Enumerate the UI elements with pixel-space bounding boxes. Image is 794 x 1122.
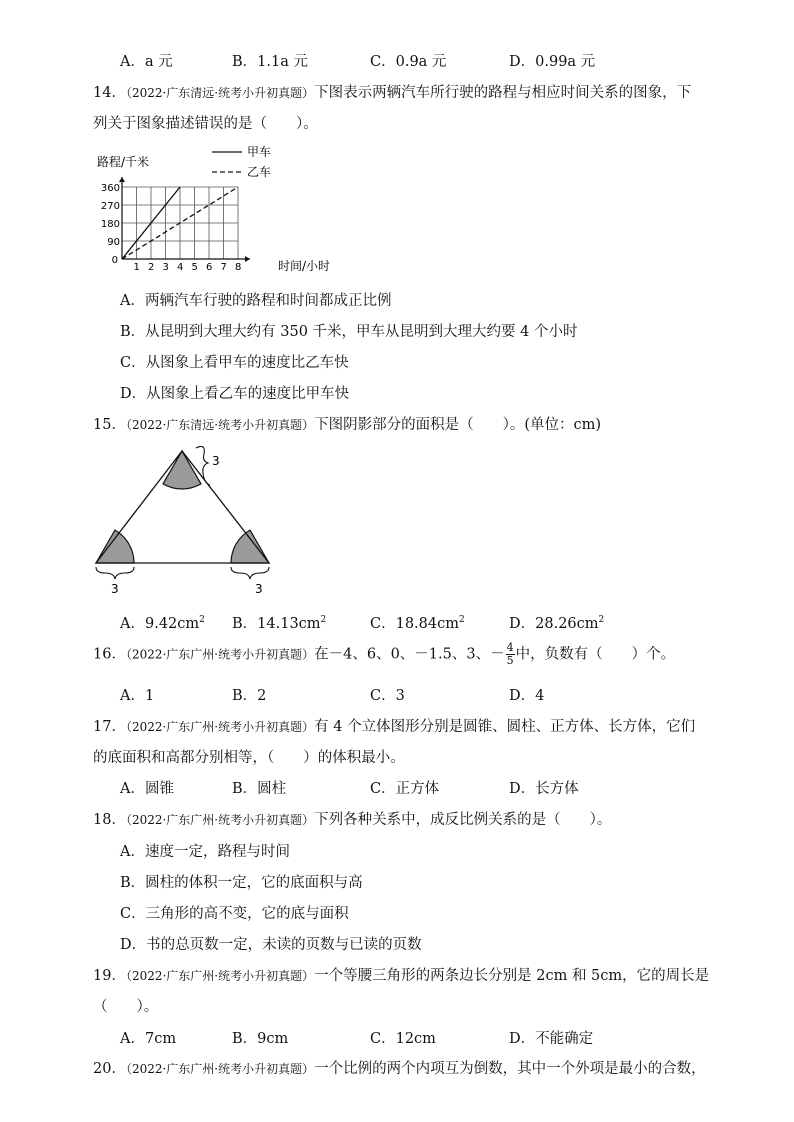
q18-stem: 18．（2022·广东广州·统考小升初真题）下列各种关系中，成反比例关系的是（ ）。 bbox=[93, 812, 612, 828]
q13-option-b: B．1.1a 元 bbox=[232, 54, 308, 70]
q20-stem-line1: 20．（2022·广东广州·统考小升初真题）一个比例的两个内项互为倒数，其中一个外项是最小的合数， bbox=[93, 1061, 706, 1077]
x-axis-arrow bbox=[245, 256, 250, 262]
y-tick-label: 90 bbox=[107, 237, 120, 248]
x-tick-label: 2 bbox=[148, 262, 155, 273]
q19-option-a: A．7cm bbox=[120, 1031, 177, 1047]
legend-label-jia: 甲车 bbox=[247, 145, 272, 159]
x-tick-label: 8 bbox=[235, 262, 242, 273]
x-tick-label: 1 bbox=[133, 262, 140, 273]
q18-option-b: B．圆柱的体积一定，它的底面积与高 bbox=[120, 875, 363, 891]
q17-stem-line2: 的底面积和高都分别相等，（ ）的体积最小。 bbox=[93, 750, 405, 766]
q19-stem-line2: （ ）。 bbox=[93, 999, 159, 1015]
q14-stem-line1: 14．（2022·广东清远·统考小升初真题）下图表示两辆汽车所行驶的路程与相应时间关系的图象，下 bbox=[93, 85, 692, 101]
shaded-sector-left bbox=[96, 530, 134, 563]
q17-option-d: D．长方体 bbox=[509, 781, 579, 797]
q14-option-a: A．两辆汽车行驶的路程和时间都成正比例 bbox=[120, 293, 392, 309]
q14-option-d: D．从图象上看乙车的速度比甲车快 bbox=[120, 386, 350, 402]
q13-option-d: D．0.99a 元 bbox=[509, 54, 596, 70]
q16-option-b: B．2 bbox=[232, 688, 267, 704]
q15-option-d: D．$28.26cm^2$ bbox=[509, 615, 605, 632]
q19-option-b: B．9cm bbox=[232, 1031, 289, 1047]
x-tick-label: 4 bbox=[177, 262, 184, 273]
chart-ylabel: 路程/千米 bbox=[97, 155, 150, 169]
q17-option-c: C．正方体 bbox=[370, 781, 440, 797]
x-tick-label: 3 bbox=[162, 262, 169, 273]
q13-option-a: A．a 元 bbox=[120, 54, 173, 70]
chart-xlabel: 时间/小时 bbox=[278, 259, 331, 273]
q19-option-c: C．12cm bbox=[370, 1031, 436, 1047]
label-left: 3 bbox=[111, 582, 119, 596]
shaded-sector-top bbox=[163, 451, 201, 489]
q17-option-b: B．圆柱 bbox=[232, 781, 287, 797]
q19-stem-line1: 19．（2022·广东广州·统考小升初真题）一个等腰三角形的两条边长分别是 2cm 和 5cm，它的周长是 bbox=[93, 968, 710, 984]
q16-option-d: D．4 bbox=[509, 688, 545, 704]
y-tick-label: 270 bbox=[100, 201, 120, 212]
q14-stem-line2: 列关于图象描述错误的是（ ）。 bbox=[93, 116, 318, 132]
q16-stem: 16．（2022·广东广州·统考小升初真题）在－4、6、0、－1.5、3、－ $\frac{4}{5}$ 中，负数有（ ）个。 bbox=[93, 641, 676, 667]
x-tick-label: 6 bbox=[206, 262, 213, 273]
q15-stem: 15．（2022·广东清远·统考小升初真题）下图阴影部分的面积是（ ）。(单位：cm) bbox=[93, 417, 602, 433]
q15-option-c: C．$18.84cm^2$ bbox=[370, 615, 465, 632]
origin-label: 0 bbox=[111, 255, 118, 266]
q17-stem-line1: 17．（2022·广东广州·统考小升初真题）有 4 个立体图形分别是圆锥、圆柱、正方体、长方体，它们 bbox=[93, 719, 696, 735]
q18-option-c: C．三角形的高不变，它的底与面积 bbox=[120, 906, 349, 922]
q14-option-b: B．从昆明到大理大约有 350 千米，甲车从昆明到大理大约要 4 个小时 bbox=[120, 324, 578, 340]
q18-option-a: A．速度一定，路程与时间 bbox=[120, 844, 290, 860]
y-tick-label: 180 bbox=[100, 219, 120, 230]
y-axis-arrow bbox=[119, 177, 125, 182]
legend-label-yi: 乙车 bbox=[247, 165, 272, 179]
q16-option-a: A．1 bbox=[120, 688, 155, 704]
x-tick-label: 5 bbox=[191, 262, 198, 273]
q17-option-a: A．圆锥 bbox=[120, 781, 174, 797]
x-tick-label: 7 bbox=[220, 262, 227, 273]
q15-option-a: A．$9.42cm^2$ bbox=[120, 615, 205, 632]
q15-triangle-figure bbox=[88, 443, 288, 598]
q19-option-d: D．不能确定 bbox=[509, 1031, 594, 1047]
q16-option-c: C．3 bbox=[370, 688, 405, 704]
q13-option-c: C．0.9a 元 bbox=[370, 54, 447, 70]
shaded-sector-right bbox=[231, 530, 269, 563]
brace-right bbox=[231, 567, 269, 579]
q18-option-d: D．书的总页数一定，未读的页数与已读的页数 bbox=[120, 937, 422, 953]
q16-fraction: $\frac{4}{5}$ bbox=[506, 641, 514, 667]
q14-line-chart bbox=[95, 140, 355, 280]
q14-option-c: C．从图象上看甲车的速度比乙车快 bbox=[120, 355, 349, 371]
y-tick-label: 360 bbox=[100, 183, 120, 194]
label-right: 3 bbox=[255, 582, 263, 596]
label-top: 3 bbox=[212, 454, 220, 468]
q15-option-b: B．$14.13cm^2$ bbox=[232, 615, 327, 632]
brace-left bbox=[96, 567, 134, 579]
